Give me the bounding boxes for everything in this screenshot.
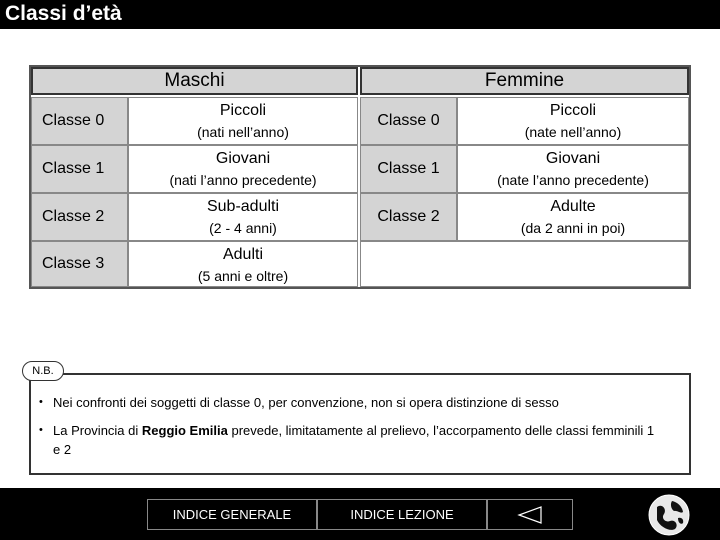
female-class-label — [360, 193, 457, 241]
index-lesson-button[interactable]: INDICE LEZIONE — [317, 499, 487, 530]
header-female-label: Femmine — [484, 70, 565, 91]
header-female — [360, 67, 689, 95]
male-class-cell — [128, 241, 358, 287]
female-empty-cell — [360, 241, 689, 287]
index-general-button[interactable]: INDICE GENERALE — [147, 499, 317, 530]
globe-logo-icon — [648, 494, 690, 536]
header-male — [31, 67, 358, 95]
male-class-cell — [128, 97, 358, 145]
female-class-0-name: Piccoli — [549, 102, 597, 119]
female-class-1-desc: (nate l’anno precedente) — [497, 172, 649, 188]
male-class-0-label: Classe 0 — [42, 112, 105, 129]
male-class-3-name: Adulti — [222, 246, 264, 263]
male-class-0-name: Piccoli — [219, 102, 267, 119]
triangle-left-icon — [517, 505, 543, 525]
male-class-cell — [128, 193, 358, 241]
female-class-cell — [457, 97, 689, 145]
female-class-cell — [457, 145, 689, 193]
back-button[interactable] — [487, 499, 573, 530]
male-class-label — [31, 241, 128, 287]
female-class-2-name: Adulte — [550, 198, 596, 215]
male-class-2-label: Classe 2 — [42, 208, 105, 225]
note-2-text-end: prevede, limitatamente al prelievo, l’accorpamento delle classi femminili 1 e 2 — [53, 423, 655, 457]
note-bullet: • — [39, 396, 43, 408]
page-title: Classi d’età — [5, 2, 122, 25]
female-class-1-label: Classe 1 — [377, 160, 440, 177]
female-class-0-label: Classe 0 — [377, 112, 440, 129]
male-class-1-name: Giovani — [215, 150, 271, 167]
male-class-1-label: Classe 1 — [42, 160, 105, 177]
female-class-2-label: Classe 2 — [377, 208, 440, 225]
male-class-3-label: Classe 3 — [42, 255, 105, 272]
nb-tag: N.B. — [22, 361, 64, 381]
note-2-text-start: La Provincia di — [53, 423, 142, 438]
female-class-2-desc: (da 2 anni in poi) — [520, 220, 626, 236]
male-class-label — [31, 145, 128, 193]
male-class-2-name: Sub-adulti — [206, 198, 280, 215]
note-1: Nei confronti dei soggetti di classe 0, per convenzione, non si opera distinzione di sesso — [53, 395, 559, 410]
male-class-1-desc: (nati l’anno precedente) — [169, 172, 317, 188]
female-class-label — [360, 145, 457, 193]
female-class-0-desc: (nate nell’anno) — [524, 124, 622, 140]
header-male-label: Maschi — [164, 70, 225, 91]
note-2 — [53, 421, 663, 459]
female-class-label — [360, 97, 457, 145]
title-bar — [0, 0, 720, 29]
male-class-cell — [128, 145, 358, 193]
male-class-3-desc: (5 anni e oltre) — [197, 268, 289, 284]
male-class-0-desc: (nati nell’anno) — [197, 124, 289, 140]
note-2-bold-province: Reggio Emilia — [141, 423, 228, 438]
female-class-cell — [457, 193, 689, 241]
note-bullet: • — [39, 424, 43, 436]
male-class-label — [31, 97, 128, 145]
female-class-1-name: Giovani — [545, 150, 601, 167]
notes-box — [29, 373, 691, 475]
male-class-label — [31, 193, 128, 241]
male-class-2-desc: (2 - 4 anni) — [209, 220, 277, 236]
